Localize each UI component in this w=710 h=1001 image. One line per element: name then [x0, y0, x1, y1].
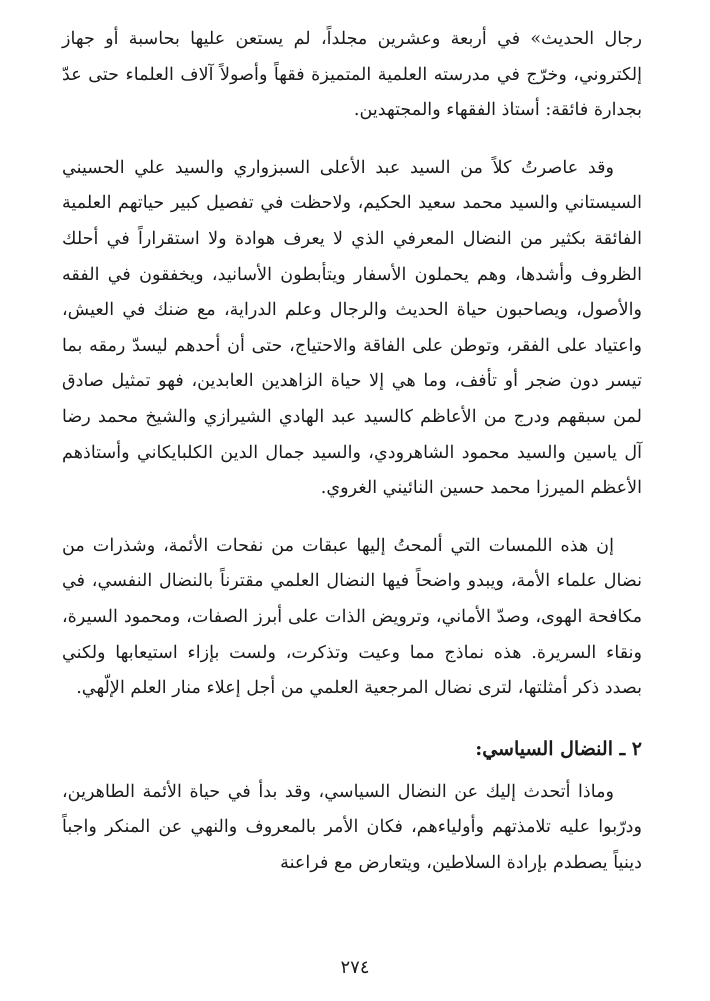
paragraph-gap: [62, 129, 642, 151]
paragraph-contemporaries: وقد عاصرتُ كلاً من السيد عبد الأعلى السبزواري والسيد علي الحسيني السيستاني والسيد محمد سعيد الحكيم، ولاحظت في تفصيل كبير حياتهم العلمية الفائقة بكثير من النضال المعرفي الذي لا يعرف هوادة ولا استقراراً في أحلك الظروف وأشدها، وهم يحملون الأسفار ويتأبطون الأسانيد، ويخفقون في الفقه والأصول، ويصاحبون حياة الحديث والرجال وعلم الدراية، مع ضنك في العيش، واعتياد على الفقر، وتوطن على الفاقة والاحتياج، حتى أن أحدهم ليسدّ رمقه بما تيسر دون ضجر أو تأفف، وما هي إلا حياة الزاهدين العابدين، فهو تمثيل صادق لمن سبقهم ودرج من الأعاظم كالسيد عبد الهادي الشيرازي والشيخ محمد رضا آل ياسين والسيد محمود الشاهرودي، والسيد جمال الدين الكلبايكاني وأستاذهم الأعظم الميرزا محمد حسين النائيني الغروي.: [62, 157, 642, 499]
page-number: ٢٧٤: [340, 957, 370, 978]
paragraph-gap: [62, 707, 642, 729]
paragraph-gap: [62, 507, 642, 529]
page-body: [62, 22, 642, 881]
section-heading: ٢ ـ النضال السياسي:: [475, 737, 642, 760]
paragraph-scientific-struggle: إن هذه اللمسات التي ألمحتُ إليها عبقات من نفحات الأئمة، وشذرات من نضال علماء الأمة، ويبدو واضحاً فيها النضال العلمي مقترناً بالنضال النفسي، في مكافحة الهوى، وصدّ الأماني، وترويض الذات على أبرز الصفات، ومحمود السيرة، ونقاء السريرة. هذه نماذج مما وعيت وتذكرت، ولست بإزاء استيعابها ولكني بصدد ذكر أمثلتها، لترى نضال المرجعية العلمي من أجل إعلاء منار العلم الإلّهي.: [62, 535, 642, 699]
paragraph-rijal-hadith: رجال الحديث» في أربعة وعشرين مجلداً، لم يستعن عليها بحاسبة أو جهاز إلكتروني، وخرّج في مدرسته العلمية المتميزة فقهاً وأصولاً آلاف العلماء حتى عدّ بجدارة فائقة: أستاذ الفقهاء والمجتهدين.: [62, 29, 642, 121]
paragraph-political-struggle: وماذا أتحدث إليك عن النضال السياسي، وقد بدأ في حياة الأئمة الطاهرين، ودرّبوا عليه تلامذتهم وأولياءهم، فكان الأمر بالمعروف والنهي عن المنكر واجباً دينياً يصطدم بإرادة السلاطين، ويتعارض مع فراعنة: [62, 781, 642, 873]
